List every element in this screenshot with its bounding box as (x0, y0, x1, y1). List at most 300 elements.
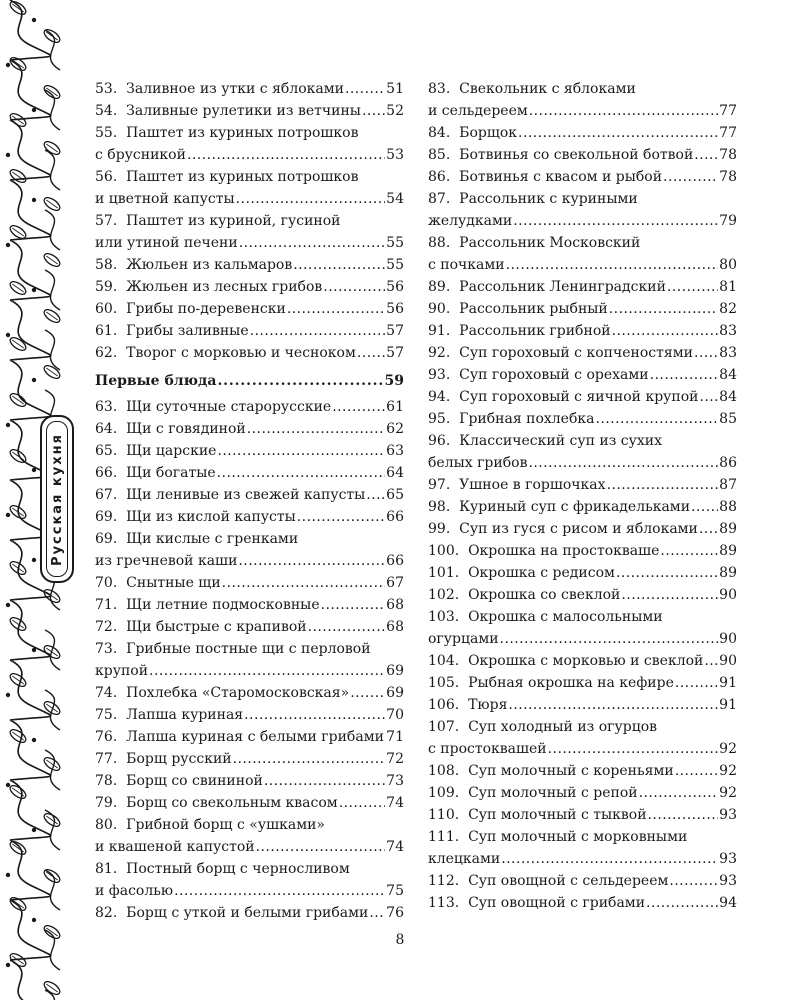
toc-entry (428, 78, 737, 122)
toc-entry-line (428, 738, 737, 760)
toc-entry-title: Щи быстрые с крапивой (126, 619, 307, 635)
toc-entry-title: Грибная похлебка (459, 411, 595, 427)
toc-entry-number: 110. (428, 807, 460, 823)
toc-entry-page: 62 (386, 421, 404, 437)
dot-leader (694, 342, 718, 364)
toc-entry-title: Борщ со свекольным квасом (126, 795, 338, 811)
toc-entry-page: 70 (386, 707, 404, 723)
toc-entry-title: Рассольник рыбный (459, 301, 608, 317)
dot-leader (256, 836, 386, 858)
toc-entry (95, 572, 404, 594)
toc-entry (428, 320, 737, 342)
toc-entry (428, 188, 737, 232)
toc-entry-page: 65 (386, 487, 404, 503)
toc-entry-number: 100. (428, 543, 460, 559)
toc-entry (95, 858, 404, 902)
toc-entry-line (428, 892, 737, 914)
toc-entry (428, 166, 737, 188)
toc-entry-title: Щи летние подмосковные (126, 597, 320, 613)
toc-entry-page: 94 (719, 895, 737, 911)
toc-entry-number: 64. (95, 421, 118, 437)
toc-entry-line (95, 594, 404, 616)
toc-entry (428, 386, 737, 408)
toc-entry-number: 112. (428, 873, 460, 889)
toc-entry-first-line (428, 78, 737, 100)
toc-entry-first-line (428, 826, 737, 848)
dot-leader (357, 342, 385, 364)
toc-entry (428, 342, 737, 364)
toc-entry-first-line (95, 210, 404, 232)
toc-entry-first-line (428, 606, 737, 628)
toc-entry-number: 57. (95, 213, 118, 229)
toc-entry-number: 97. (428, 477, 451, 493)
dot-leader (518, 122, 718, 144)
toc-entry (428, 584, 737, 606)
toc-entry-line (95, 298, 404, 320)
toc-entry (428, 760, 737, 782)
toc-entry-number: 62. (95, 345, 118, 361)
dot-leader (217, 462, 386, 484)
toc-entry-first-line (95, 166, 404, 188)
toc-entry-line (95, 370, 404, 394)
toc-entry (95, 122, 404, 166)
toc-entry-line (95, 792, 404, 814)
toc-entry-page: 75 (386, 883, 404, 899)
toc-entry-page: 54 (386, 191, 404, 207)
dot-leader (321, 594, 386, 616)
dot-leader (669, 870, 718, 892)
toc-entry-page: 55 (386, 235, 404, 251)
toc-entry-title: с брусникой (95, 147, 186, 163)
berry-icon (6, 333, 10, 337)
toc-entry (428, 276, 737, 298)
dot-leader (660, 540, 718, 562)
toc-entry-line (428, 760, 737, 782)
toc-entry-line (428, 342, 737, 364)
dot-leader (332, 396, 385, 418)
toc-entry-title: Борщ со свининой (126, 773, 263, 789)
dot-leader (513, 210, 718, 232)
dot-leader (339, 792, 385, 814)
toc-entry-title: Суп из гуся с рисом и яблоками (459, 521, 698, 537)
toc-entry-number: 74. (95, 685, 118, 701)
toc-entry-number: 66. (95, 465, 118, 481)
berry-icon (32, 558, 36, 562)
toc-entry (95, 792, 404, 814)
toc-entry-title: Ботвинья с квасом и рыбой (459, 169, 663, 185)
toc-right-column (428, 78, 737, 914)
toc-entry-page: 90 (719, 587, 737, 603)
toc-entry-page: 69 (386, 685, 404, 701)
toc-entry-line (428, 650, 737, 672)
toc-entry-line (95, 342, 404, 364)
toc-entry-number: 91. (428, 323, 451, 339)
toc-entry-title: Заливное из утки с яблоками (126, 81, 344, 97)
toc-entry-line (428, 166, 737, 188)
toc-entry-number: 76. (95, 729, 118, 745)
dot-leader (500, 628, 719, 650)
toc-entry (95, 682, 404, 704)
dot-leader (616, 562, 718, 584)
toc-entry-number: 103. (428, 609, 460, 625)
dot-leader (646, 892, 718, 914)
berry-icon (6, 963, 10, 967)
toc-entry-page: 53 (386, 147, 404, 163)
toc-entry-title: клецками (428, 851, 501, 867)
toc-entry-line (428, 518, 737, 540)
toc-entry-line (95, 100, 404, 122)
toc-entry (428, 474, 737, 496)
dot-leader (528, 452, 718, 474)
toc-entry-number: 72. (95, 619, 118, 635)
toc-entry-line (428, 628, 737, 650)
toc-entry-number: 99. (428, 521, 451, 537)
toc-entry-line (428, 122, 737, 144)
toc-entry-number: 78. (95, 773, 118, 789)
toc-entry-page: 68 (386, 597, 404, 613)
toc-entry-number: 87. (428, 191, 451, 207)
toc-entry (428, 540, 737, 562)
toc-entry-line (95, 276, 404, 298)
toc-entry (428, 650, 737, 672)
berry-icon (32, 918, 36, 922)
toc-entry-title: белых грибов (428, 455, 528, 471)
toc-entry (95, 342, 404, 364)
toc-entry-number: 56. (95, 169, 118, 185)
toc-entry-title: из гречневой каши (95, 553, 238, 569)
toc-entry-page: 89 (719, 521, 737, 537)
page-number: 8 (395, 932, 405, 948)
toc-entry-line (428, 452, 737, 474)
toc-entry-title-start: Суп молочный с морковными (468, 829, 688, 845)
berry-icon (32, 828, 36, 832)
toc-entry (428, 892, 737, 914)
toc-entry-number: 73. (95, 641, 118, 657)
toc-entry-line (428, 276, 737, 298)
toc-entry-first-line (428, 232, 737, 254)
toc-entry-page: 66 (386, 509, 404, 525)
berry-icon (6, 603, 10, 607)
dot-leader (529, 100, 718, 122)
toc-entry-number: 88. (428, 235, 451, 251)
dot-leader (607, 474, 719, 496)
toc-entry-title: Суп гороховый с яичной крупой (459, 389, 699, 405)
toc-entry-title: Суп гороховый с орехами (459, 367, 649, 383)
toc-entry-number: 58. (95, 257, 118, 273)
toc-entry-line (428, 562, 737, 584)
toc-entry-title: Похлебка «Старомосковская» (126, 685, 350, 701)
toc-entry (95, 726, 404, 748)
toc-entry-first-line (428, 716, 737, 738)
toc-entry-page: 86 (719, 455, 737, 471)
berry-icon (6, 693, 10, 697)
toc-entry-page: 87 (719, 477, 737, 493)
toc-entry (428, 430, 737, 474)
toc-entry-page: 92 (719, 763, 737, 779)
dot-leader (667, 276, 718, 298)
toc-entry (428, 298, 737, 320)
toc-entry-title: Лапша куриная (126, 707, 244, 723)
toc-entry-line (95, 770, 404, 792)
toc-entry-title: Щи из кислой капусты (126, 509, 296, 525)
toc-entry-number: 82. (95, 905, 118, 921)
toc-entry-line (95, 320, 404, 342)
toc-entry-line (428, 848, 737, 870)
dot-leader (345, 78, 385, 100)
toc-entry-title: Жюльен из кальмаров (126, 257, 293, 273)
toc-entry-title: Суп гороховый с копченостями (459, 345, 693, 361)
toc-entry (95, 528, 404, 572)
toc-entry-first-line (428, 188, 737, 210)
toc-entry-number: 80. (95, 817, 118, 833)
toc-entry (428, 562, 737, 584)
toc-entry-page: 92 (719, 785, 737, 801)
toc-entry-title: Снытные щи (126, 575, 221, 591)
toc-entry (428, 870, 737, 892)
toc-entry-title: Борщок (459, 125, 518, 141)
toc-entry (428, 716, 737, 760)
toc-entry-first-line (95, 858, 404, 880)
toc-entry-page: 89 (719, 565, 737, 581)
toc-entry-number: 84. (428, 125, 451, 141)
toc-entry (428, 694, 737, 716)
toc-entry-number: 77. (95, 751, 118, 767)
toc-entry (95, 594, 404, 616)
toc-entry-title: с почками (428, 257, 505, 273)
toc-entry (95, 100, 404, 122)
toc-entry-number: 96. (428, 433, 451, 449)
toc-entry-line (95, 704, 404, 726)
toc-entry-number: 89. (428, 279, 451, 295)
toc-entry (95, 418, 404, 440)
dot-leader (238, 550, 385, 572)
toc-entry-line (95, 902, 404, 924)
toc-entry-number: 61. (95, 323, 118, 339)
toc-entry-line (428, 210, 737, 232)
toc-entry-number: 92. (428, 345, 451, 361)
toc-entry-line (95, 462, 404, 484)
dot-leader (187, 144, 385, 166)
toc-entry (428, 826, 737, 870)
toc-entry-page: 67 (386, 575, 404, 591)
toc-entry-number: 109. (428, 785, 460, 801)
toc-entry-line (428, 540, 737, 562)
toc-entry (428, 122, 737, 144)
toc-entry-number: 75. (95, 707, 118, 723)
toc-entry-line (428, 320, 737, 342)
berry-icon (32, 198, 36, 202)
toc-entry (428, 672, 737, 694)
toc-entry-page: 66 (386, 553, 404, 569)
toc-entry-page: 81 (719, 279, 737, 295)
dot-leader (508, 694, 718, 716)
dot-leader (648, 804, 719, 826)
toc-entry (428, 606, 737, 650)
toc-entry-title-start: Классический суп из сухих (459, 433, 662, 449)
toc-entry-number: 67. (95, 487, 118, 503)
dot-leader (621, 584, 718, 606)
toc-entry-title: и сельдереем (428, 103, 528, 119)
toc-entry-page: 51 (386, 81, 404, 97)
dot-leader (297, 506, 385, 528)
dot-leader (239, 232, 385, 254)
section-label-text: Русская кухня (49, 432, 65, 566)
toc-entry (95, 254, 404, 276)
toc-entry-title-start: Рассольник Московский (459, 235, 641, 251)
dot-leader (362, 100, 385, 122)
toc-entry-line (428, 870, 737, 892)
dot-leader (293, 254, 385, 276)
toc-entry-page: 56 (386, 279, 404, 295)
toc-entry-title: Щи царские (126, 443, 217, 459)
toc-entry-number: 107. (428, 719, 460, 735)
toc-entry-first-line (95, 638, 404, 660)
toc-entry-line (428, 254, 737, 276)
toc-entry-title: крупой (95, 663, 149, 679)
toc-entry (428, 144, 737, 166)
toc-entry-number: 53. (95, 81, 118, 97)
toc-entry (95, 320, 404, 342)
dot-leader (691, 496, 718, 518)
toc-entry (95, 276, 404, 298)
dot-leader (366, 484, 385, 506)
toc-entry-title: Борщ русский (126, 751, 232, 767)
dot-leader (149, 660, 385, 682)
toc-entry-title: Суп овощной с грибами (468, 895, 646, 911)
toc-entry-page: 73 (386, 773, 404, 789)
dot-leader (663, 166, 718, 188)
toc-entry-page: 77 (719, 103, 737, 119)
toc-entry-line (95, 232, 404, 254)
toc-entry-page: 56 (386, 301, 404, 317)
toc-entry-page: 55 (386, 257, 404, 273)
toc-entry-page: 89 (719, 543, 737, 559)
toc-entry-page: 91 (719, 697, 737, 713)
toc-entry-title-start: Рассольник с куриными (459, 191, 638, 207)
toc-entry (95, 484, 404, 506)
berry-icon (32, 108, 36, 112)
toc-entry-line (428, 496, 737, 518)
dot-leader (233, 748, 386, 770)
toc-entry-title: Грибы заливные (126, 323, 249, 339)
toc-entry-number: 59. (95, 279, 118, 295)
toc-entry-first-line (95, 814, 404, 836)
toc-entry-number: 71. (95, 597, 118, 613)
berry-icon (32, 18, 36, 22)
berry-icon (6, 783, 10, 787)
toc-entry (95, 704, 404, 726)
toc-entry-line (95, 484, 404, 506)
toc-entry-title: Ботвинья со свекольной ботвой (459, 147, 694, 163)
toc-entry-title-start: Щи кислые с гренками (126, 531, 299, 547)
toc-entry-number: 70. (95, 575, 118, 591)
toc-entry-number: 95. (428, 411, 451, 427)
toc-entry-title: Рассольник Ленинградский (459, 279, 666, 295)
toc-entry-line (428, 474, 737, 496)
toc-entry-line (428, 672, 737, 694)
dot-leader (675, 672, 718, 694)
toc-entry-page: 84 (719, 367, 737, 383)
toc-left-column (95, 78, 404, 924)
toc-entry-line (95, 572, 404, 594)
toc-entry-title: Рассольник грибной (459, 323, 611, 339)
toc-entry (428, 232, 737, 276)
toc-entry-page: 80 (719, 257, 737, 273)
toc-entry-page: 52 (386, 103, 404, 119)
toc-entry (428, 496, 737, 518)
toc-entry-title: или утиной печени (95, 235, 238, 251)
toc-entry-line (95, 418, 404, 440)
toc-entry-title: Заливные рулетики из ветчины (126, 103, 361, 119)
toc-section-title: Первые блюда (95, 373, 217, 389)
berry-icon (6, 153, 10, 157)
berry-icon (32, 468, 36, 472)
toc-entry-first-line (95, 528, 404, 550)
toc-entry-page: 82 (719, 301, 737, 317)
toc-entry-line (95, 748, 404, 770)
toc-entry-page: 59 (384, 373, 404, 389)
toc-entry-page: 84 (719, 389, 737, 405)
dot-leader (323, 276, 385, 298)
toc-entry-number: 65. (95, 443, 118, 459)
toc-entry-page: 91 (719, 675, 737, 691)
toc-entry-number: 55. (95, 125, 118, 141)
toc-entry-title: Щи суточные старорусские (126, 399, 332, 415)
toc-entry-page: 78 (719, 147, 737, 163)
toc-entry-line (95, 682, 404, 704)
toc-entry-page: 61 (386, 399, 404, 415)
toc-entry-page: 72 (386, 751, 404, 767)
toc-entry-line (95, 78, 404, 100)
toc-entry-line (428, 694, 737, 716)
toc-entry-number: 63. (95, 399, 118, 415)
toc-entry-first-line (428, 430, 737, 452)
toc-entry (95, 396, 404, 418)
toc-entry-number: 69. (95, 531, 118, 547)
toc-entry-page: 90 (719, 653, 737, 669)
toc-entry-number: 83. (428, 81, 451, 97)
toc-entry (95, 462, 404, 484)
dot-leader (609, 298, 718, 320)
toc-entry-title: и цветной капусты (95, 191, 235, 207)
berry-icon (32, 648, 36, 652)
dot-leader (350, 682, 385, 704)
dot-leader (250, 320, 386, 342)
toc-entry-line (95, 726, 404, 748)
toc-entry-title: Щи ленивые из свежей капусты (126, 487, 366, 503)
toc-entry-number: 102. (428, 587, 460, 603)
toc-entry-line (428, 584, 737, 606)
toc-entry-title: Ушное в горшочках (459, 477, 606, 493)
toc-entry-page: 92 (719, 741, 737, 757)
dot-leader (501, 848, 718, 870)
toc-entry-page: 93 (719, 807, 737, 823)
toc-entry-page: 79 (719, 213, 737, 229)
toc-entry-line (95, 660, 404, 682)
dot-leader (287, 298, 385, 320)
toc-entry-title-start: Постный борщ с черносливом (126, 861, 350, 877)
dot-leader (174, 880, 385, 902)
berry-icon (6, 873, 10, 877)
toc-entry-title: огурцами (428, 631, 499, 647)
toc-entry-title-start: Суп холодный из огурцов (468, 719, 658, 735)
dot-leader (595, 408, 718, 430)
toc-entry (95, 298, 404, 320)
toc-entry-line (95, 188, 404, 210)
floral-border (0, 0, 78, 1000)
toc-entry (95, 814, 404, 858)
toc-entry-title: Жюльен из лесных грибов (126, 279, 323, 295)
